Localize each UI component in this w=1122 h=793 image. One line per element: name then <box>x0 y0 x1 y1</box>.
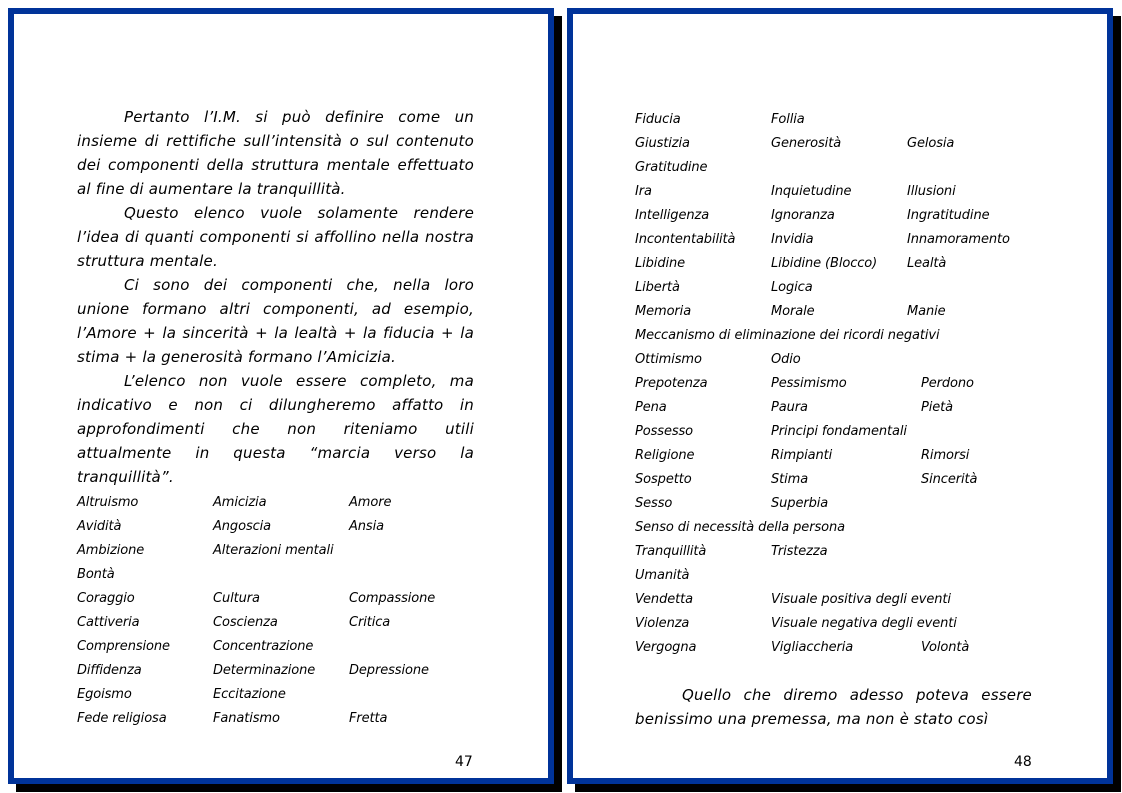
book-page-left <box>8 8 554 784</box>
word-list-item: Paura <box>771 400 808 415</box>
word-list-item: Principi fondamentali <box>771 424 907 439</box>
word-list-item: Altruismo <box>77 495 139 510</box>
word-list-item: Umanità <box>635 568 690 583</box>
word-list-item: Manie <box>907 304 946 319</box>
word-list-item: Generosità <box>771 136 842 151</box>
word-list-item: Pena <box>635 400 667 415</box>
word-list-item: Amore <box>349 495 392 510</box>
word-list-item: Illusioni <box>907 184 956 199</box>
word-list-item: Rimorsi <box>921 448 970 463</box>
word-list-item: Angoscia <box>213 519 272 534</box>
word-list-item: Libidine (Blocco) <box>771 256 878 271</box>
word-list-item: Ingratitudine <box>907 208 990 223</box>
word-list-item: Ira <box>635 184 652 199</box>
word-list-item: Ignoranza <box>771 208 835 223</box>
word-list-item: Pessimismo <box>771 376 847 391</box>
word-list-item: Ottimismo <box>635 352 702 367</box>
word-list-item: Gratitudine <box>635 160 708 175</box>
word-list-item: Volontà <box>921 640 970 655</box>
word-list-item: Follia <box>771 112 805 127</box>
word-list-item: Alterazioni mentali <box>213 543 334 558</box>
word-list-item: Memoria <box>635 304 692 319</box>
word-list-item: Sesso <box>635 496 673 511</box>
word-list-item: Eccitazione <box>213 687 286 702</box>
word-list-item: Violenza <box>635 616 690 631</box>
word-list-item: Depressione <box>349 663 429 678</box>
word-list-item: Invidia <box>771 232 814 247</box>
word-list-item: Tranquillità <box>635 544 707 559</box>
word-list-item: Ansia <box>349 519 384 534</box>
word-list-item: Superbia <box>771 496 829 511</box>
word-list-item: Sincerità <box>921 472 978 487</box>
word-list-item: Logica <box>771 280 813 295</box>
paragraph: Pertanto l’I.M. si può definire come un insieme di rettifiche sull’intensità o sul contenuto dei componenti della struttura mentale effettuato al fine di aumentare la tranquillità. <box>77 108 474 198</box>
word-list-item: Senso di necessità della persona <box>635 520 845 535</box>
word-list-item: Bontà <box>77 567 115 582</box>
word-list-item: Amicizia <box>213 495 267 510</box>
page-number: 48 <box>1014 754 1032 770</box>
word-list-item: Concentrazione <box>213 639 314 654</box>
word-list-item: Libidine <box>635 256 686 271</box>
word-list-item: Visuale negativa degli eventi <box>771 616 957 631</box>
word-list-item: Stima <box>771 472 809 487</box>
word-list-item: Giustizia <box>635 136 690 151</box>
paragraph: L’elenco non vuole essere completo, ma indicativo e non ci dilungheremo affatto in approfondimenti che non riteniamo utili attualmente in questa “marcia verso la tranquillità”. <box>77 372 474 486</box>
word-list-item: Compassione <box>349 591 436 606</box>
word-list-item: Fretta <box>349 711 388 726</box>
word-list-item: Sospetto <box>635 472 692 487</box>
word-list-item: Cattiveria <box>77 615 140 630</box>
word-list-item: Visuale positiva degli eventi <box>771 592 951 607</box>
paragraph: Quello che diremo adesso poteva essere benissimo una premessa, ma non è stato così <box>635 686 1032 728</box>
word-list-item: Meccanismo di eliminazione dei ricordi negativi <box>635 328 940 343</box>
right-page-text <box>635 683 1032 731</box>
word-list-item: Pietà <box>921 400 954 415</box>
paragraph: Ci sono dei componenti che, nella loro unione formano altri componenti, ad esempio, l’Amore + la sincerità + la lealtà + la fiducia + la stima + la generosità formano l’Amicizia. <box>77 276 474 366</box>
word-list-item: Diffidenza <box>77 663 142 678</box>
word-list-item: Coraggio <box>77 591 135 606</box>
page-number: 47 <box>455 754 473 770</box>
word-list-item: Tristezza <box>771 544 828 559</box>
word-list-item: Ambizione <box>77 543 145 558</box>
word-list-item: Coscienza <box>213 615 278 630</box>
word-list-item: Critica <box>349 615 391 630</box>
book-page-right <box>567 8 1113 784</box>
word-list-item: Gelosia <box>907 136 955 151</box>
word-list-item: Innamoramento <box>907 232 1010 247</box>
word-list-item: Egoismo <box>77 687 132 702</box>
left-page-text <box>77 105 474 489</box>
word-list-item: Comprensione <box>77 639 170 654</box>
word-list-item: Avidità <box>77 519 122 534</box>
word-list-item: Fede religiosa <box>77 711 167 726</box>
word-list-item: Fanatismo <box>213 711 280 726</box>
word-list-item: Vigliaccheria <box>771 640 854 655</box>
word-list-item: Lealtà <box>907 256 947 271</box>
word-list-item: Intelligenza <box>635 208 710 223</box>
word-list-item: Odio <box>771 352 801 367</box>
word-list-item: Determinazione <box>213 663 316 678</box>
word-list-item: Cultura <box>213 591 260 606</box>
word-list-item: Morale <box>771 304 815 319</box>
word-list-item: Libertà <box>635 280 680 295</box>
word-list-item: Vergogna <box>635 640 697 655</box>
word-list-item: Inquietudine <box>771 184 852 199</box>
word-list-item: Perdono <box>921 376 974 391</box>
word-list-item: Vendetta <box>635 592 693 607</box>
word-list-item: Fiducia <box>635 112 681 127</box>
word-list-item: Incontentabilità <box>635 232 736 247</box>
word-list-item: Prepotenza <box>635 376 708 391</box>
paragraph: Questo elenco vuole solamente rendere l’idea di quanti componenti si affollino nella nostra struttura mentale. <box>77 204 474 270</box>
word-list-item: Possesso <box>635 424 694 439</box>
word-list-item: Rimpianti <box>771 448 833 463</box>
word-list-item: Religione <box>635 448 695 463</box>
